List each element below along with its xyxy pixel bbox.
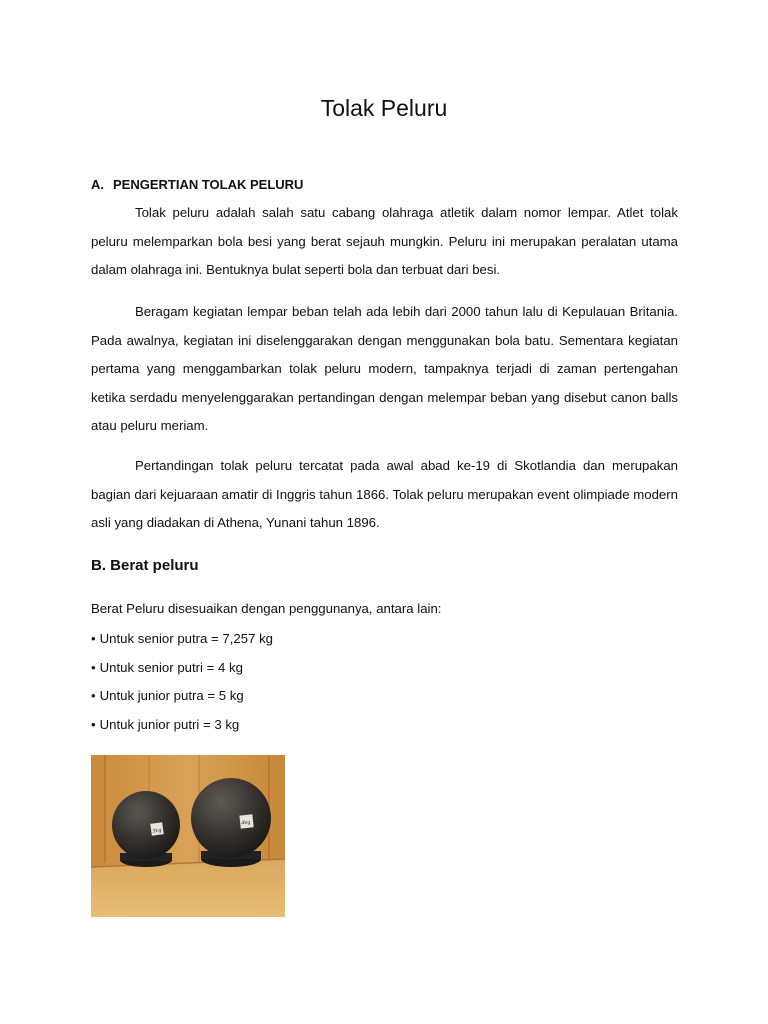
list-item <box>91 711 273 740</box>
section-a-heading <box>91 177 303 192</box>
list-item <box>91 682 273 711</box>
bullet-icon: • <box>91 659 96 675</box>
bullet-icon: • <box>91 631 96 646</box>
section-a-title: PENGERTIAN TOLAK PELURU <box>113 177 304 192</box>
ball-label-4kg: 4kg <box>240 819 251 827</box>
document-title: Tolak Peluru <box>320 95 448 121</box>
weight-item-text: Untuk senior putra = 7,257 kg <box>99 631 274 646</box>
shot-put-balls-photo <box>91 755 285 917</box>
paragraph-definition: Tolak peluru adalah salah satu cabang olahraga atletik dalam nomor lempar. Atlet tolak peluru melemparkan bola besi yang berat sejauh mungkin. Peluru ini merupakan peralatan utama dalam olahraga ini. Bentuknya bulat seperti bola dan terbuat dari besi. <box>91 205 678 277</box>
paragraph-competition: Pertandingan tolak peluru tercatat pada awal abad ke-19 di Skotlandia dan merupakan bagian dari kejuaraan amatir di Inggris tahun 1866. Tolak peluru merupakan event olimpiade modern asli yang diadakan di Athena, Yunani tahun 1896. <box>91 458 678 530</box>
weight-item-text: Untuk senior putri = 4 kg <box>99 659 243 675</box>
ball-label-3kg: 3kg <box>151 827 162 835</box>
bullet-icon: • <box>91 716 96 732</box>
section-b-heading: B. Berat peluru <box>91 557 199 574</box>
weight-item-text: Untuk junior putri = 3 kg <box>99 716 240 732</box>
bullet-icon: • <box>91 688 96 703</box>
weight-item-text: Untuk junior putra = 5 kg <box>99 688 244 703</box>
list-item <box>91 654 273 683</box>
section-a-number: A. <box>91 177 104 192</box>
list-item <box>91 625 273 654</box>
paragraph-history: Beragam kegiatan lempar beban telah ada lebih dari 2000 tahun lalu di Kepulauan Britania. Pada awalnya, kegiatan ini diselenggarakan dengan menggunakan bola batu. Sementara kegiatan pertama yang menggambarkan tolak peluru modern, tampaknya terjadi di zaman pertengahan ketika serdadu menyelenggarakan pertandingan dengan melempar beban yang disebut canon balls atau peluru meriam. <box>91 304 678 433</box>
weights-intro: Berat Peluru disesuaikan dengan penggunanya, antara lain: <box>91 601 442 616</box>
weights-list <box>91 625 273 739</box>
